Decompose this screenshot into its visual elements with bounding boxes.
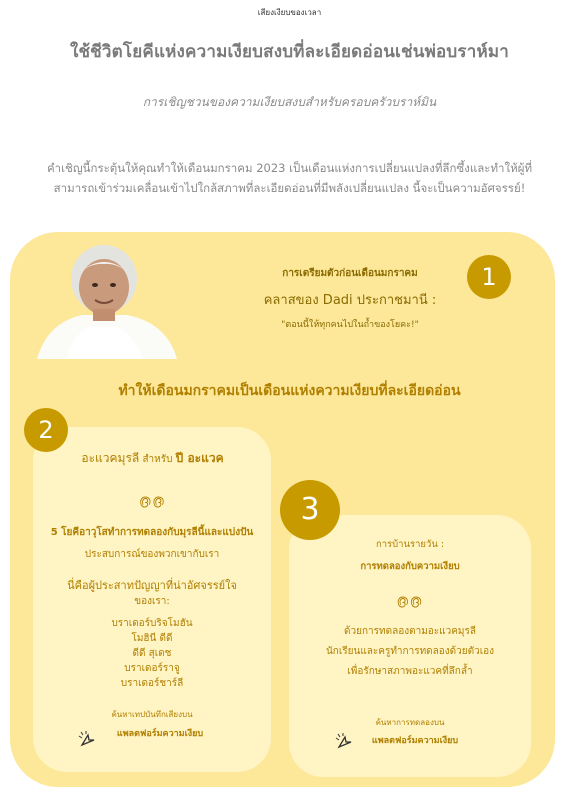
step3-title: การบ้านรายวัน : [375,539,445,550]
step1-class-title: คลาสของ Dadi ประกาชมานี : [263,293,437,308]
section-heading: ทำให้เดือนมกราคมเป็นเดือนแห่งความเงียบที่ละเอียดอ่อน [118,383,461,399]
step3-find-text: ค้นหาการทดลองบน [375,718,445,727]
step2-line3: นี่คือผู้ประสาทปัญญาที่น่าอัศจรรย์ใจ [67,579,237,592]
step2-number-badge: 2 [24,408,68,452]
step2-platform-link[interactable]: แพลตฟอร์มความเงียบ [116,729,204,739]
step3-subtitle: การทดลองกับความเงียบ [360,561,460,572]
pointer-icon [78,731,98,747]
step2-name-4: บราเดอร์ราจู [124,663,180,674]
step2-ornament: ൫൫ [139,494,166,508]
step3-line1: ด้วยการทดลองตามอะแวคมุรลี [343,626,477,637]
step3-platform-link[interactable]: แพลตฟอร์มความเงียบ [371,736,459,746]
step2-name-1: บราเดอร์บริจโมฮัน [111,618,193,629]
step3-line2: นักเรียนและครูทำการทดลองด้วยตัวเอง [325,646,495,657]
step1-quote: "ตอนนี้ให้ทุกคนไปในถ้ำของโยคะ!" [281,320,419,330]
step2-heading-year: ปี อะแวค [175,451,224,465]
step2-name-2: โมฮินี ดีดี [131,633,173,644]
step1-title: การเตรียมตัวก่อนเดือนมกราคม [282,268,418,279]
step2-line2: ประสบการณ์ของพวกเขากับเรา [84,549,220,560]
step2-line1: 5 โยคีอาวุโสทำการทดลองกับมุรลีนี้และแบ่งปัน [50,527,254,538]
step2-name-3: ดีดี สุเดช [132,648,172,659]
intro-paragraph: คำเชิญนี้กระตุ้นให้คุณทำให้เดือนมกราคม 2023 เป็นเดือนแห่งการเปลี่ยนแปลงที่ลึกซึ้งและทำให้ผู้ที่สามารถเข้าร่วมเคลื่อนเข้าไปใกล้สภาพที่ละเอียดอ่อนที่มีพลังเปลี่ยนแปลง นี้จะเป็นความอัศจรรย์! [46,161,533,195]
step2-find-text: ค้นหาเทปบันทึกเสียงบน [111,710,193,719]
page-title: ใช้ชีวิตโยคีแห่งความเงียบสงบที่ละเอียดอ่อนเช่นพ่อบราห์มา [69,42,510,62]
step3-line3: เพื่อรักษาสภาพอะแวคที่ลึกล้ำ [347,666,473,677]
step1-number-badge: 1 [467,255,511,299]
step3-ornament: ൫൫ [396,594,424,608]
step2-name-5: บราเดอร์ชาร์ลี [120,678,184,689]
step2-heading-for: สำหรับ [139,454,176,465]
site-tag: เสียงเงียบของเวลา [257,8,322,17]
pointer-icon [335,733,355,749]
page-subtitle: การเชิญชวนของความเงียบสงบสำหรับครอบครัวบราห์มิน [142,95,437,109]
step2-heading [40,449,265,468]
step3-number-badge: 3 [280,480,340,540]
step2-heading-murli: อะแวคมุรลี [81,451,140,465]
step2-line4: ของเรา: [134,596,170,607]
dadi-portrait [27,243,182,359]
